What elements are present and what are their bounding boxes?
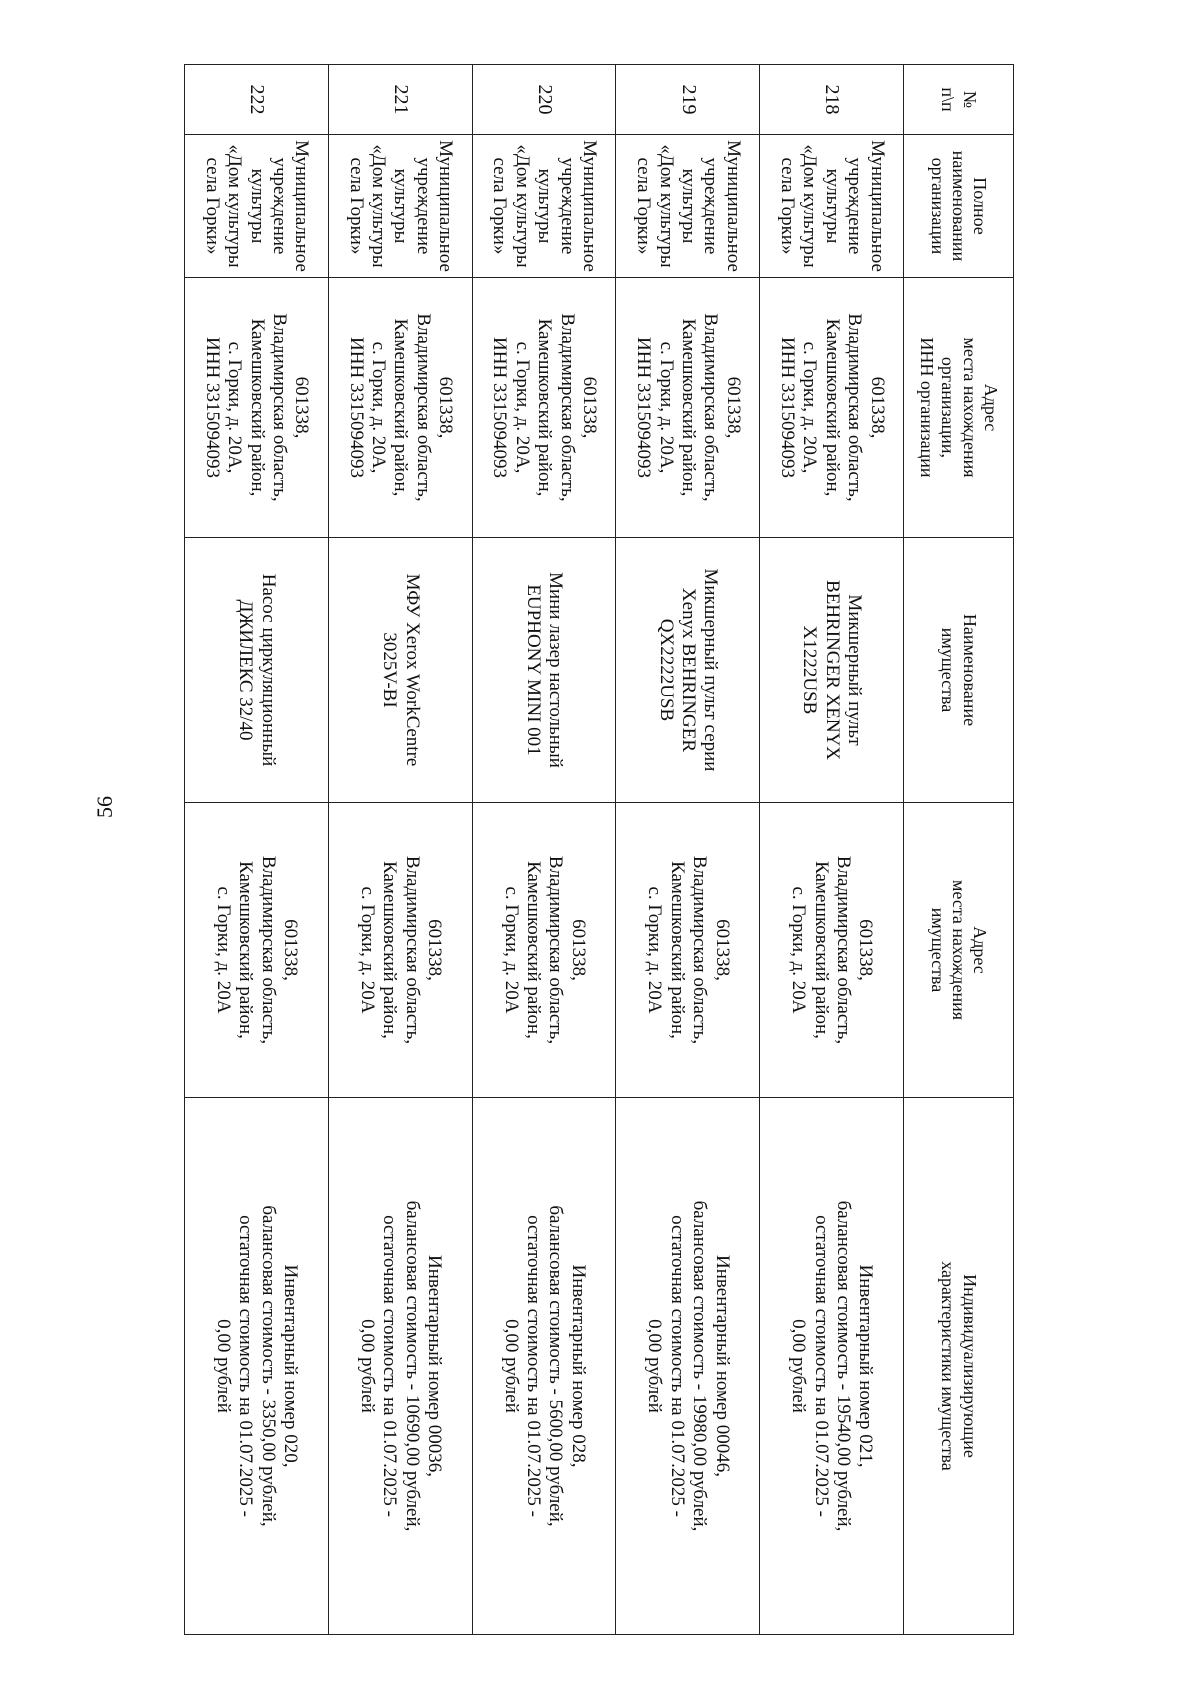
cell-line: учреждение (269, 157, 291, 255)
cell-line: с. Горки, д. 20А, (224, 341, 246, 474)
cell-line: учреждение (412, 157, 434, 255)
cell-line: Владимирская область, (556, 313, 578, 502)
org-address-cell (185, 278, 329, 538)
cell-line: 601338, (435, 376, 457, 439)
org-address-cell (472, 278, 616, 538)
cell-line: имущества (927, 907, 948, 993)
cell-line: села Горки» (633, 157, 655, 255)
cell-line: села Горки» (489, 157, 511, 255)
cell-line: 601338, (866, 376, 888, 439)
row-number-cell: 222 (185, 65, 329, 135)
cell-line: «Дом культуры (799, 144, 821, 268)
row-number-cell: 219 (616, 65, 760, 135)
cell-line: остаточная стоимость на 01.07.2025 - (379, 1215, 401, 1517)
org-name-cell (185, 135, 329, 278)
cell-line: Муниципальное (579, 140, 601, 272)
table-row (760, 65, 904, 1635)
row-number-cell: 220 (472, 65, 616, 135)
cell-line: Камешковский район, (523, 861, 545, 1039)
item-address-cell (760, 803, 904, 1098)
cell-line: остаточная стоимость на 01.07.2025 - (810, 1215, 832, 1517)
cell-line: организации (927, 157, 948, 255)
header-characteristics (904, 1098, 1014, 1635)
characteristics-cell (328, 1098, 472, 1635)
table-row (185, 65, 329, 1635)
header-item-address (904, 803, 1014, 1098)
table-row (472, 65, 616, 1635)
header-item-name (904, 538, 1014, 803)
table-row (328, 65, 472, 1635)
cell-line: с. Горки, д. 20А (213, 886, 234, 1014)
cell-line: Камешковский район, (678, 318, 700, 497)
characteristics-cell (185, 1098, 329, 1635)
cell-line: 601338, (291, 376, 313, 439)
cell-line: Муниципальное (722, 140, 744, 272)
cell-line: балансовая стоимость - 5600,00 рублей, (545, 1205, 567, 1527)
cell-line: 0,00 рублей (644, 1319, 666, 1413)
org-name-cell (760, 135, 904, 278)
org-name-cell (328, 135, 472, 278)
cell-line: балансовая стоимость - 19540,00 рублей, (833, 1200, 855, 1532)
cell-line: Муниципальное (291, 140, 313, 272)
cell-line: 601338, (424, 919, 446, 981)
cell-line: 0,00 рублей (356, 1319, 378, 1413)
cell-line: № (959, 90, 980, 109)
cell-line: 0,00 рублей (788, 1319, 810, 1413)
cell-line: ИНН 3315094093 (345, 337, 367, 478)
cell-line: села Горки» (201, 157, 223, 255)
cell-line: учреждение (556, 157, 578, 255)
cell-line: с. Горки, д. 20А (356, 886, 378, 1014)
cell-line: учреждение (700, 157, 722, 255)
cell-line: Муниципальное (435, 140, 457, 272)
cell-line: Инвентарный номер 028, (567, 1264, 589, 1468)
table-row (616, 65, 760, 1635)
characteristics-cell (760, 1098, 904, 1635)
org-address-cell (328, 278, 472, 538)
header-org-name (904, 135, 1014, 278)
cell-line: Камешковский район, (390, 318, 412, 497)
cell-line: Инвентарный номер 021, (855, 1264, 877, 1468)
cell-line: остаточная стоимость на 01.07.2025 - (235, 1215, 257, 1517)
cell-line: Камешковский район, (810, 861, 832, 1039)
cell-line: Владимирская область, (700, 313, 722, 502)
cell-line: Адрес (980, 383, 1001, 432)
cell-line: Микшерный пульт серии (700, 568, 722, 772)
cell-line: Муниципальное (866, 140, 888, 272)
cell-line: 0,00 рублей (500, 1319, 522, 1413)
org-address-cell (616, 278, 760, 538)
cell-line: остаточная стоимость на 01.07.2025 - (523, 1215, 545, 1517)
cell-line: учреждение (844, 157, 866, 255)
cell-line: 601338, (280, 919, 302, 981)
cell-line: балансовая стоимость - 10690,00 рублей, (401, 1200, 423, 1532)
cell-line: Камешковский район, (379, 861, 401, 1039)
header-org-address (904, 278, 1014, 538)
cell-line: 601338, (711, 919, 733, 981)
cell-line: культуры (246, 168, 268, 244)
cell-line: с. Горки, д. 20А (644, 886, 666, 1014)
row-number-cell: 218 (760, 65, 904, 135)
cell-line: 601338, (855, 919, 877, 981)
cell-line: с. Горки, д. 20А (788, 886, 810, 1014)
cell-line: Адрес (970, 926, 991, 974)
cell-line: Владимирская область, (844, 313, 866, 502)
cell-line: культуры (390, 168, 412, 244)
cell-line: 3025V-BI (379, 632, 401, 708)
cell-line: остаточная стоимость на 01.07.2025 - (666, 1215, 688, 1517)
row-number-cell: 221 (328, 65, 472, 135)
cell-line: 601338, (567, 919, 589, 981)
item-address-cell (185, 803, 329, 1098)
cell-line: 601338, (722, 376, 744, 439)
item-name-cell (760, 538, 904, 803)
cell-line: Инвентарный номер 00046, (711, 1255, 733, 1477)
page-number: 56 (92, 796, 117, 818)
item-address-cell (472, 803, 616, 1098)
table-body (185, 65, 904, 1635)
cell-line: с. Горки, д. 20А, (368, 341, 390, 474)
cell-line: балансовая стоимость - 3350,00 рублей, (257, 1205, 279, 1527)
item-name-cell (472, 538, 616, 803)
cell-line: Полное (970, 177, 991, 235)
cell-line: «Дом культуры (224, 144, 246, 268)
org-name-cell (472, 135, 616, 278)
property-table-container (184, 64, 1014, 1634)
cell-line: места нахождения (959, 337, 980, 478)
cell-line: ИНН 3315094093 (489, 337, 511, 478)
cell-line: села Горки» (777, 157, 798, 255)
cell-line: культуры (821, 168, 843, 244)
cell-line: Владимирская область, (689, 855, 711, 1045)
cell-line: 0,00 рублей (213, 1319, 234, 1413)
cell-line: Камешковский район, (666, 861, 688, 1039)
characteristics-cell (616, 1098, 760, 1635)
cell-line: Камешковский район, (235, 861, 257, 1039)
cell-line: села Горки» (345, 157, 367, 255)
org-address-cell (760, 278, 904, 538)
cell-line: X1222USB (799, 625, 821, 715)
cell-line: BEHRINGER XENYX (821, 580, 843, 760)
item-name-cell (328, 538, 472, 803)
cell-line: места нахождения (949, 879, 970, 1020)
cell-line: Микшерный пульт (844, 594, 866, 746)
cell-line: п\п (938, 87, 959, 112)
cell-line: Камешковский район, (246, 318, 268, 497)
cell-line: Индивидуализирующие (959, 1274, 980, 1458)
cell-line: Инвентарный номер 00036, (424, 1255, 446, 1477)
characteristics-cell (472, 1098, 616, 1635)
cell-line: Владимирская область, (401, 855, 423, 1045)
cell-line: с. Горки, д. 20А, (511, 341, 533, 474)
cell-line: Владимирская область, (269, 313, 291, 502)
cell-line: Владимирская область, (412, 313, 434, 502)
cell-line: балансовая стоимость - 19980,00 рублей, (689, 1200, 711, 1532)
cell-line: культуры (534, 168, 556, 244)
cell-line: имущества (938, 627, 959, 713)
cell-line: с. Горки, д. 20А (500, 886, 522, 1014)
item-address-cell (616, 803, 760, 1098)
cell-line: «Дом культуры (655, 144, 677, 268)
cell-line: МФУ Xerox WorkCentre (401, 573, 423, 767)
cell-line: Инвентарный номер 020, (280, 1264, 302, 1468)
cell-line: ИНН организации (917, 337, 938, 478)
cell-line: организации, (938, 356, 959, 459)
org-name-cell (616, 135, 760, 278)
cell-line: Камешковский район, (821, 318, 843, 497)
table-header-row (904, 65, 1014, 1635)
header-num (904, 65, 1014, 135)
cell-line: «Дом культуры (511, 144, 533, 268)
cell-line: культуры (678, 168, 700, 244)
cell-line: характеристики имущества (938, 1261, 959, 1471)
cell-line: 601338, (579, 376, 601, 439)
cell-line: Насос циркуляционный (257, 573, 279, 767)
cell-line: «Дом культуры (368, 144, 390, 268)
item-name-cell (616, 538, 760, 803)
cell-line: QX2222USB (655, 618, 677, 722)
item-name-cell (185, 538, 329, 803)
cell-line: Xenyx BEHRINGER (678, 587, 700, 753)
cell-line: ДЖИЛЕКС 32/40 (235, 599, 257, 741)
item-address-cell (328, 803, 472, 1098)
cell-line: ИНН 3315094093 (633, 337, 655, 478)
cell-line: наименовании (949, 150, 970, 262)
cell-line: Владимирская область, (545, 855, 567, 1045)
cell-line: ИНН 3315094093 (777, 337, 798, 478)
cell-line: EUPHONY MINI 001 (523, 584, 545, 756)
property-table (184, 64, 1014, 1635)
cell-line: Камешковский район, (534, 318, 556, 497)
cell-line: ИНН 3315094093 (201, 337, 223, 478)
cell-line: Наименование (959, 613, 980, 727)
cell-line: с. Горки, д. 20А, (655, 341, 677, 474)
cell-line: Владимирская область, (833, 855, 855, 1045)
cell-line: Мини лазер настольный (545, 572, 567, 768)
cell-line: Владимирская область, (257, 855, 279, 1045)
cell-line: с. Горки, д. 20А, (799, 341, 821, 474)
